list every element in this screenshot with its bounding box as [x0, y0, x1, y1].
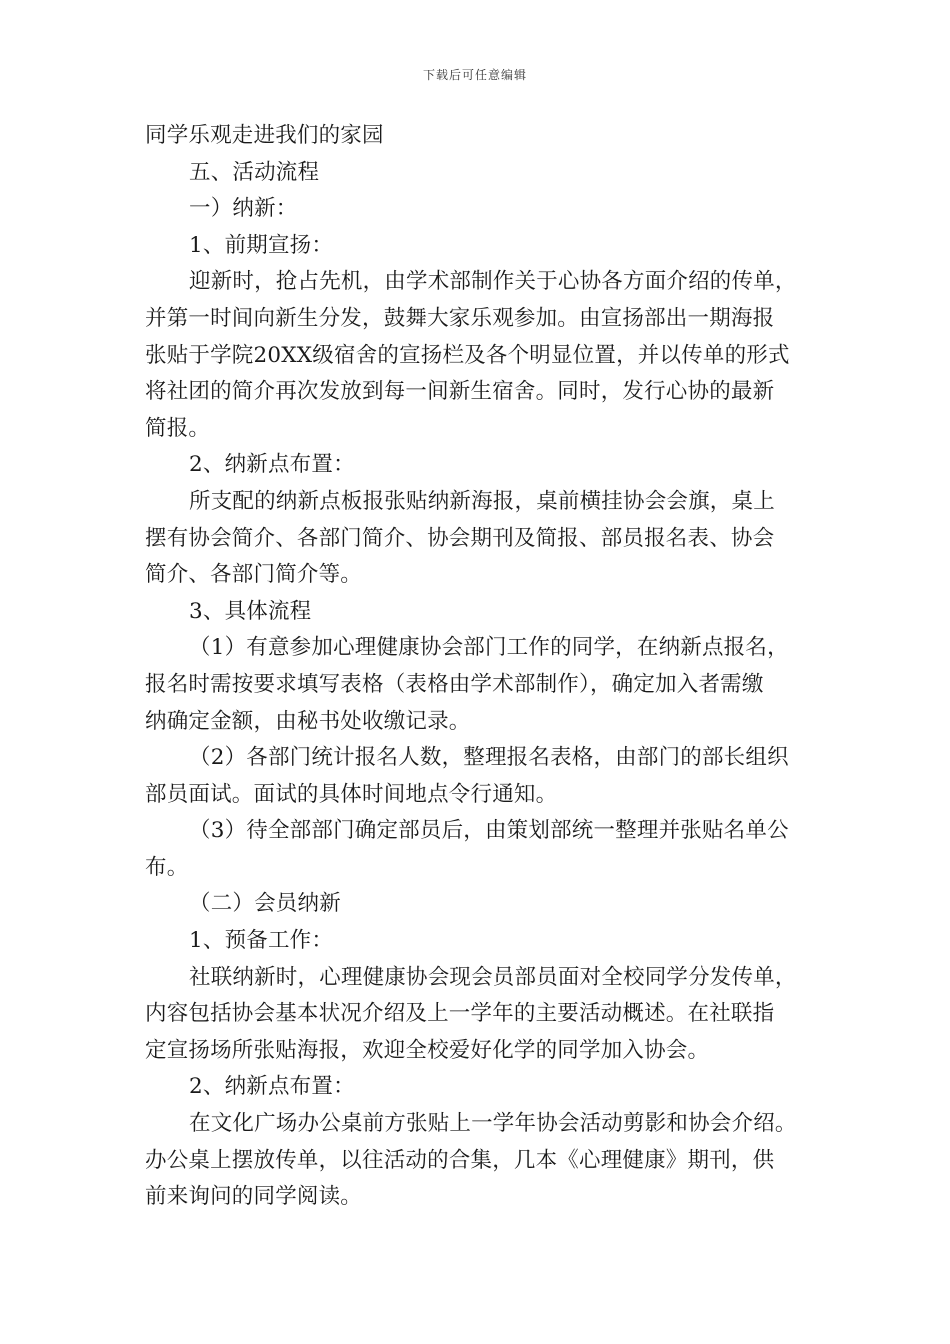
- item-heading: 1、预备工作：: [189, 928, 334, 954]
- text-line: 纳确定金额，由秘书处收缴记录。: [145, 708, 471, 734]
- subsection-heading: （二）会员纳新: [189, 891, 341, 917]
- text-line: 所支配的纳新点板报张贴纳新海报，桌前横挂协会会旗，桌上: [189, 488, 775, 514]
- item-heading: 3、具体流程: [189, 598, 312, 624]
- item-heading: 1、前期宣扬：: [189, 232, 334, 258]
- text-line: 张贴于学院20XX级宿舍的宣扬栏及各个明显位置，并以传单的形式: [145, 342, 790, 368]
- text-line: 简报。: [145, 415, 211, 441]
- text-line: 部员面试。面试的具体时间地点令行通知。: [145, 781, 558, 807]
- text-line: （1）有意参加心理健康协会部门工作的同学，在纳新点报名，: [189, 635, 789, 661]
- document-body: [145, 118, 805, 1216]
- text-line: 办公桌上摆放传单，以往活动的合集，几本《心理健康》期刊，供: [145, 1147, 775, 1173]
- text-line: 布。: [145, 854, 189, 880]
- text-line: 内容包括协会基本状况介绍及上一学年的主要活动概述。在社联指: [145, 1001, 775, 1027]
- text-line: 简介、各部门简介等。: [145, 562, 363, 588]
- text-line: 在文化广场办公桌前方张贴上一学年协会活动剪影和协会介绍。: [189, 1111, 797, 1137]
- item-heading: 2、纳新点布置：: [189, 1074, 355, 1100]
- text-line: 报名时需按要求填写表格（表格由学术部制作），确定加入者需缴: [145, 671, 764, 697]
- text-line: 迎新时，抢占先机，由学术部制作关于心协各方面介绍的传单，: [189, 269, 797, 295]
- text-line: 前来询问的同学阅读。: [145, 1184, 363, 1210]
- text-line: 并第一时间向新生分发，鼓舞大家乐观参加。由宣扬部出一期海报: [145, 305, 775, 331]
- text-line: 摆有协会简介、各部门简介、协会期刊及简报、部员报名表、协会: [145, 525, 775, 551]
- text-line: （2）各部门统计报名人数，整理报名表格，由部门的部长组织: [189, 745, 789, 771]
- subsection-heading: 一）纳新：: [189, 196, 298, 222]
- text-line: 同学乐观走进我们的家园: [145, 123, 384, 148]
- text-line: 将社团的简介再次发放到每一间新生宿舍。同时，发行心协的最新: [145, 379, 775, 405]
- section-heading: 五、活动流程: [189, 159, 320, 185]
- text-line: 社联纳新时，心理健康协会现会员部员面对全校同学分发传单，: [189, 964, 797, 990]
- text-line: （3）待全部部门确定部员后，由策划部统一整理并张贴名单公: [189, 818, 789, 844]
- page-header: 下载后可任意编辑: [422, 68, 527, 82]
- item-heading: 2、纳新点布置：: [189, 452, 355, 478]
- text-line: 定宣扬场所张贴海报，欢迎全校爱好化学的同学加入协会。: [145, 1037, 710, 1063]
